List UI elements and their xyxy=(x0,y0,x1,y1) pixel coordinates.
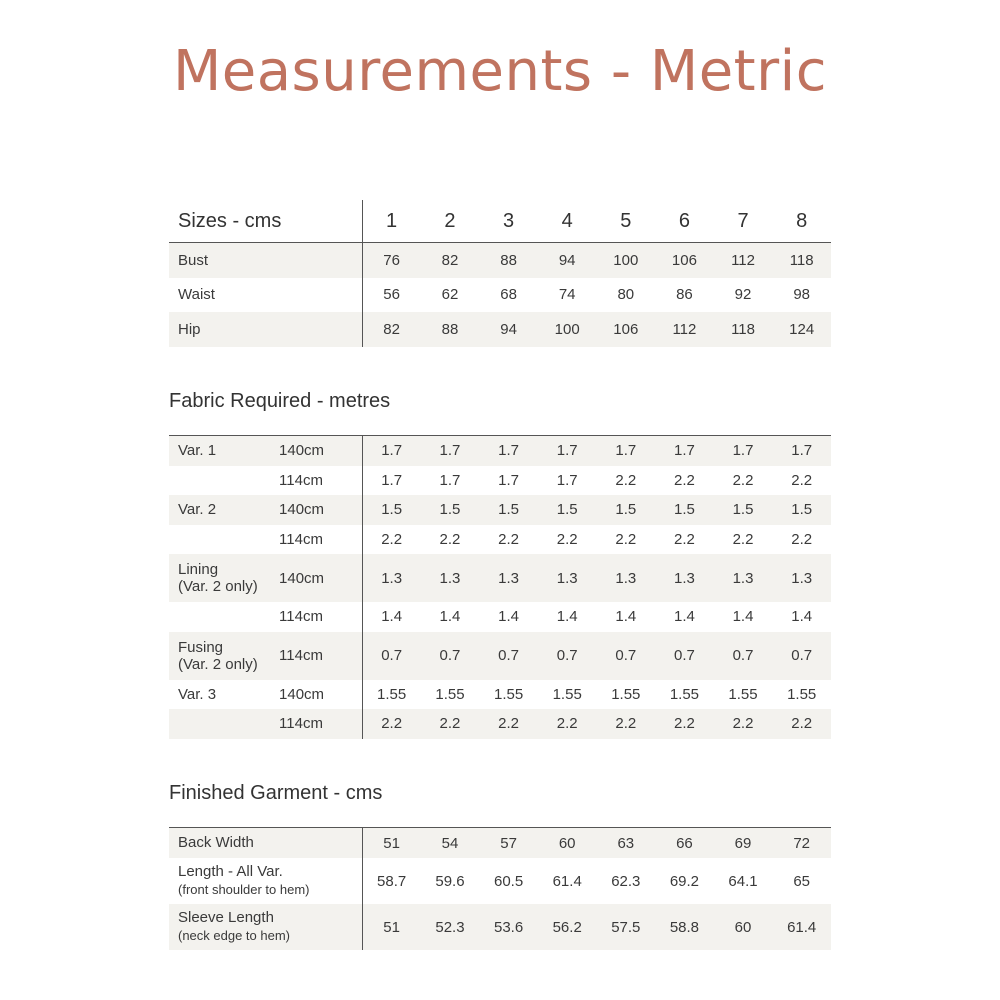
table-cell: 1.3 xyxy=(655,554,714,602)
table-cell: 66 xyxy=(655,828,714,859)
size-header: 5 xyxy=(597,200,656,243)
table-cell: 76 xyxy=(362,243,421,278)
fabric-width: 114cm xyxy=(279,525,362,555)
table-cell: 2.2 xyxy=(362,709,421,739)
table-row xyxy=(169,858,831,904)
table-cell: 1.7 xyxy=(362,436,421,466)
table-cell: 0.7 xyxy=(655,632,714,680)
row-label xyxy=(169,554,279,602)
table-cell: 2.2 xyxy=(615,530,637,548)
row-label-note: (front shoulder to hem) xyxy=(178,882,310,897)
row-label xyxy=(169,602,279,632)
table-cell: 106 xyxy=(597,312,656,347)
size-header: 1 xyxy=(362,200,421,243)
table-cell: 1.4 xyxy=(615,608,637,626)
fabric-table xyxy=(169,435,831,739)
garment-section-title: Finished Garment - cms xyxy=(169,782,383,804)
table-cell: 1.3 xyxy=(772,554,831,602)
table-cell: 1.7 xyxy=(714,436,773,466)
size-header: 6 xyxy=(655,200,714,243)
table-cell: 0.7 xyxy=(714,632,773,680)
sizes-header-label: Sizes - cms xyxy=(169,200,362,243)
table-row xyxy=(169,525,831,555)
table-cell: 112 xyxy=(714,243,773,278)
table-cell: 1.4 xyxy=(381,608,403,626)
table-cell: 2.2 xyxy=(381,530,403,548)
table-cell: 69.2 xyxy=(669,872,700,890)
table-row xyxy=(169,466,831,496)
table-cell: 1.55 xyxy=(552,685,582,703)
table-cell: 118 xyxy=(714,312,773,347)
table-cell: 72 xyxy=(772,828,831,859)
table-cell: 1.3 xyxy=(421,554,480,602)
row-label-text: Var. 3 xyxy=(178,685,217,703)
table-row xyxy=(169,680,831,710)
table-cell: 1.3 xyxy=(714,554,773,602)
table-cell: 1.5 xyxy=(772,495,831,525)
sizes-table xyxy=(169,200,831,347)
row-label-text: Lining xyxy=(178,561,219,578)
size-header: 8 xyxy=(772,200,831,243)
garment-table xyxy=(169,827,831,950)
table-cell: 62 xyxy=(441,286,459,304)
table-cell: 1.7 xyxy=(381,471,403,489)
table-cell: 88 xyxy=(479,243,538,278)
row-label xyxy=(169,436,279,466)
table-cell: 61.4 xyxy=(552,872,582,890)
table-cell: 2.2 xyxy=(615,471,637,489)
fabric-section-title: Fabric Required - metres xyxy=(169,390,391,412)
table-cell: 1.7 xyxy=(538,436,597,466)
table-cell: 74 xyxy=(558,286,576,304)
table-cell: 64.1 xyxy=(728,872,758,890)
table-cell: 56 xyxy=(383,286,400,304)
table-cell: 82 xyxy=(421,243,480,278)
table-cell: 57 xyxy=(479,828,538,859)
row-label-text: Var. 1 xyxy=(178,442,217,460)
fabric-width: 114cm xyxy=(279,632,362,680)
row-label-text: Sleeve Length xyxy=(178,909,274,926)
table-cell: 69 xyxy=(714,828,773,859)
table-cell: 2.2 xyxy=(732,471,754,489)
table-cell: 1.3 xyxy=(362,554,421,602)
table-cell: 1.7 xyxy=(556,471,578,489)
table-cell: 60 xyxy=(538,828,597,859)
table-cell: 1.5 xyxy=(362,495,421,525)
table-cell: 94 xyxy=(479,312,538,347)
table-cell: 80 xyxy=(617,286,635,304)
table-cell: 1.4 xyxy=(498,608,520,626)
row-label xyxy=(169,495,279,525)
fabric-width: 114cm xyxy=(279,602,362,632)
row-label xyxy=(169,904,362,950)
table-row xyxy=(169,436,831,466)
row-label-note: (Var. 2 only) xyxy=(178,655,258,673)
table-cell: 1.3 xyxy=(597,554,656,602)
fabric-width: 140cm xyxy=(279,495,362,525)
size-header: 3 xyxy=(479,200,538,243)
row-label xyxy=(169,709,279,739)
table-cell: 51 xyxy=(362,904,421,950)
table-cell: 118 xyxy=(772,243,831,278)
table-row xyxy=(169,602,831,632)
row-label xyxy=(169,828,362,859)
row-label xyxy=(169,632,279,680)
table-cell: 2.2 xyxy=(538,709,597,739)
table-cell: 1.7 xyxy=(439,471,461,489)
row-label-text: Back Width xyxy=(178,834,254,851)
table-cell: 1.5 xyxy=(655,495,714,525)
row-label xyxy=(169,525,279,555)
table-cell: 1.3 xyxy=(479,554,538,602)
table-cell: 1.55 xyxy=(377,685,407,703)
table-cell: 56.2 xyxy=(538,904,597,950)
table-cell: 2.2 xyxy=(791,530,813,548)
table-cell: 1.55 xyxy=(787,685,817,703)
table-cell: 98 xyxy=(793,286,810,304)
fabric-width: 140cm xyxy=(279,436,362,466)
table-cell: 68 xyxy=(500,286,517,304)
table-cell: 61.4 xyxy=(772,904,831,950)
table-row xyxy=(169,904,831,950)
table-cell: 1.5 xyxy=(538,495,597,525)
table-cell: 2.2 xyxy=(772,709,831,739)
table-cell: 62.3 xyxy=(611,872,641,890)
table-cell: 1.55 xyxy=(435,685,465,703)
row-label: Bust xyxy=(169,243,362,278)
table-cell: 54 xyxy=(421,828,480,859)
table-cell: 51 xyxy=(362,828,421,859)
table-cell: 2.2 xyxy=(714,709,773,739)
table-cell: 53.6 xyxy=(479,904,538,950)
table-cell: 1.7 xyxy=(498,471,520,489)
table-cell: 60 xyxy=(714,904,773,950)
table-cell: 100 xyxy=(538,312,597,347)
table-cell: 82 xyxy=(362,312,421,347)
table-cell: 1.55 xyxy=(611,685,641,703)
table-row xyxy=(169,554,831,602)
table-cell: 2.2 xyxy=(791,471,813,489)
row-label-text: Fusing xyxy=(178,638,224,656)
table-cell: 2.2 xyxy=(479,709,538,739)
table-row xyxy=(169,828,831,859)
table-cell: 92 xyxy=(734,286,752,304)
table-cell: 57.5 xyxy=(597,904,656,950)
table-cell: 52.3 xyxy=(421,904,480,950)
row-label xyxy=(169,680,279,710)
table-cell: 0.7 xyxy=(772,632,831,680)
table-cell: 58.7 xyxy=(377,872,407,890)
table-cell: 94 xyxy=(538,243,597,278)
row-label-text: Length - All Var. xyxy=(178,863,283,880)
table-cell: 1.7 xyxy=(597,436,656,466)
table-cell: 1.5 xyxy=(479,495,538,525)
table-cell: 1.4 xyxy=(439,608,461,626)
table-cell: 0.7 xyxy=(538,632,597,680)
table-cell: 1.55 xyxy=(669,685,700,703)
table-cell: 1.5 xyxy=(714,495,773,525)
table-row xyxy=(169,632,831,680)
table-cell: 2.2 xyxy=(498,530,520,548)
table-cell: 59.6 xyxy=(435,872,465,890)
table-cell: 0.7 xyxy=(362,632,421,680)
table-row xyxy=(169,243,831,278)
page-title: Measurements - Metric xyxy=(172,39,828,104)
row-label: Waist xyxy=(169,278,362,313)
fabric-width: 140cm xyxy=(279,680,362,710)
table-cell: 1.7 xyxy=(421,436,480,466)
table-cell: 1.3 xyxy=(538,554,597,602)
table-cell: 2.2 xyxy=(597,709,656,739)
table-cell: 112 xyxy=(655,312,714,347)
table-cell: 2.2 xyxy=(673,471,695,489)
table-cell: 2.2 xyxy=(655,709,714,739)
table-cell: 1.4 xyxy=(556,608,578,626)
table-cell: 2.2 xyxy=(439,530,461,548)
table-cell: 1.7 xyxy=(479,436,538,466)
size-header: 4 xyxy=(538,200,597,243)
size-header: 2 xyxy=(421,200,480,243)
table-cell: 0.7 xyxy=(597,632,656,680)
table-cell: 1.7 xyxy=(655,436,714,466)
table-cell: 65 xyxy=(793,872,810,890)
row-label xyxy=(169,466,279,496)
table-cell: 1.55 xyxy=(728,685,758,703)
table-cell: 2.2 xyxy=(673,530,695,548)
table-cell: 100 xyxy=(597,243,656,278)
table-cell: 1.4 xyxy=(791,608,813,626)
table-cell: 0.7 xyxy=(421,632,480,680)
table-row xyxy=(169,709,831,739)
fabric-width: 114cm xyxy=(279,709,362,739)
fabric-width: 140cm xyxy=(279,554,362,602)
table-cell: 60.5 xyxy=(493,872,524,890)
table-cell: 1.5 xyxy=(421,495,480,525)
table-cell: 2.2 xyxy=(732,530,754,548)
table-cell: 1.4 xyxy=(673,608,695,626)
row-label-note: (neck edge to hem) xyxy=(178,928,291,943)
table-cell: 2.2 xyxy=(421,709,480,739)
table-cell: 124 xyxy=(772,312,831,347)
table-row xyxy=(169,278,831,313)
table-cell: 58.8 xyxy=(655,904,714,950)
row-label: Hip xyxy=(169,312,362,347)
row-label-text: Var. 2 xyxy=(178,501,217,519)
table-cell: 1.5 xyxy=(597,495,656,525)
table-cell: 1.55 xyxy=(493,685,524,703)
sizes-header-row xyxy=(169,200,831,243)
table-row xyxy=(169,312,831,347)
table-cell: 1.7 xyxy=(772,436,831,466)
table-cell: 86 xyxy=(676,286,693,304)
table-cell: 0.7 xyxy=(479,632,538,680)
row-label xyxy=(169,858,362,904)
table-cell: 88 xyxy=(421,312,480,347)
table-cell: 2.2 xyxy=(556,530,578,548)
table-row xyxy=(169,495,831,525)
row-label-note: (Var. 2 only) xyxy=(178,578,258,595)
fabric-width: 114cm xyxy=(279,466,362,496)
table-cell: 106 xyxy=(655,243,714,278)
size-header: 7 xyxy=(714,200,773,243)
table-cell: 63 xyxy=(597,828,656,859)
table-cell: 1.4 xyxy=(732,608,754,626)
